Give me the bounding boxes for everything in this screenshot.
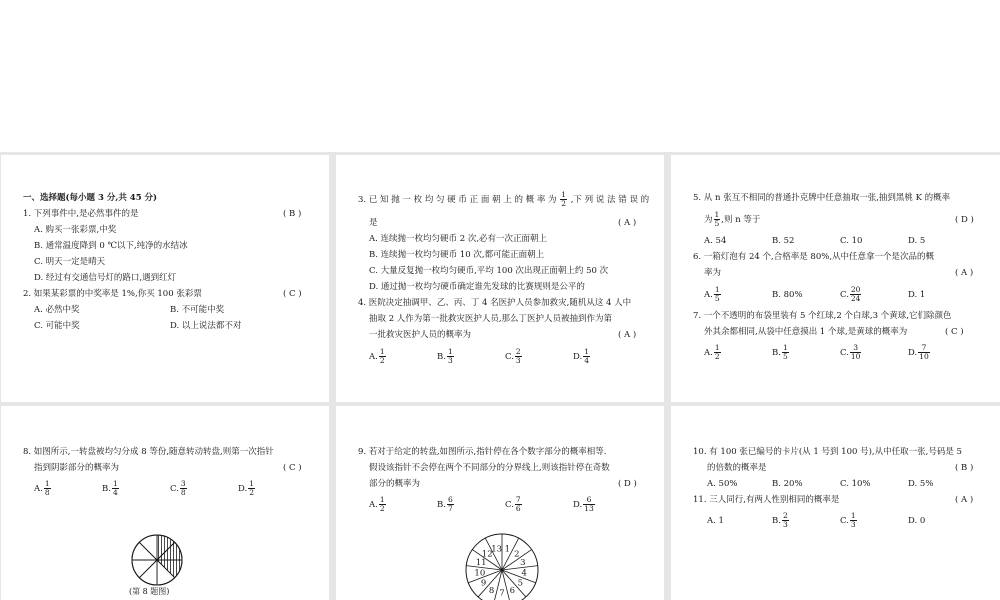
option-fraction <box>248 480 255 497</box>
fraction-numerator: 1 <box>561 190 567 199</box>
option-fraction <box>850 344 862 361</box>
option-fraction <box>782 512 789 529</box>
fraction-numerator: 1 <box>714 343 720 352</box>
q3-stem-part-b: ,下 列 说 法 错 误 的 <box>570 194 650 205</box>
fraction-numerator: 20 <box>850 285 861 294</box>
q8-option-c <box>170 480 188 497</box>
option-fraction <box>850 286 862 303</box>
q11-option-b <box>772 512 790 529</box>
option-label: B. <box>437 351 446 362</box>
q9-sector-number: 7 <box>499 588 505 599</box>
option-fraction <box>782 344 789 361</box>
q3-stem-part-a: 3. 已 知 抛 一 枚 均 匀 硬 币 正 面 朝 上 的 概 率 为 <box>358 194 557 205</box>
q5-line-2-part-b: ,则 n 等于 <box>721 214 761 225</box>
option-label: C. <box>840 347 849 358</box>
option-fraction <box>918 344 930 361</box>
option-label: A. <box>369 351 378 362</box>
fraction-numerator: 1 <box>112 479 118 488</box>
q4-line-1: 4. 医院决定抽调甲、乙、丙、丁 4 名医护人员参加救灾,随机从这 4 人中 <box>358 298 632 308</box>
option-label: C. <box>840 289 849 300</box>
q2-option-a: A. 必然中奖 <box>34 305 80 315</box>
fraction-denominator: 5 <box>782 351 788 361</box>
q2-option-d: D. 以上说法都不对 <box>170 321 242 331</box>
fraction-numerator: 1 <box>850 511 856 520</box>
q11-line-1: 11. 三人同行,有两人性别相同的概率是 <box>693 495 840 505</box>
fraction-denominator: 2 <box>249 487 254 497</box>
option-fraction <box>447 348 454 365</box>
fraction-denominator: 4 <box>584 355 589 365</box>
q3-stem-continuation: 是 <box>369 218 378 228</box>
q10-option-b: B. 20% <box>772 479 803 489</box>
fraction-numerator: 7 <box>918 344 930 353</box>
q9-line-1: 9. 若对于给定的转盘,如图所示,指针停在各个数字部分的概率相等. <box>358 447 607 457</box>
fraction-numerator: 2 <box>515 347 521 356</box>
q10-option-a: A. 50% <box>707 479 738 489</box>
q9-sector-number: 5 <box>517 578 524 589</box>
fraction-denominator: 6 <box>515 503 521 513</box>
fraction-denominator: 10 <box>850 351 861 361</box>
q4-option-d <box>573 348 591 365</box>
panel-questions-10-11 <box>671 406 1000 600</box>
fraction-denominator: 7 <box>447 503 453 513</box>
section-header: 一、选择题(每小题 3 分,共 45 分) <box>23 193 158 203</box>
fraction-numerator: 1 <box>44 479 50 488</box>
option-label: B. <box>772 515 781 526</box>
q6-option-c <box>840 286 862 303</box>
q6-line-1: 6. 一箱灯泡有 24 个,合格率是 80%,从中任意拿一个是次品的概 <box>693 252 935 262</box>
q9-sector-number: 1 <box>504 544 511 555</box>
q1-option-b: B. 通常温度降到 0 ℃以下,纯净的水结冰 <box>34 241 188 251</box>
fraction-denominator: 13 <box>584 503 594 513</box>
q9-option-d <box>573 496 596 513</box>
q8-line-1: 8. 如图所示,一转盘被均匀分成 8 等份,随意转动转盘,则第一次指针 <box>23 447 274 457</box>
q1-option-d: D. 经过有交通信号灯的路口,遇到红灯 <box>34 273 177 283</box>
q4-option-a <box>369 348 387 365</box>
q10-option-d: D. 5% <box>908 479 934 489</box>
q9-answer: ( D ) <box>618 479 637 489</box>
q5-line-1: 5. 从 n 张互不相同的普通扑克牌中任意抽取一张,抽到黑桃 K 的概率 <box>693 193 951 203</box>
fraction-numerator: 1 <box>379 347 385 356</box>
q2-answer: ( C ) <box>283 289 302 299</box>
q5-line-2-part-a: 为 <box>704 214 713 225</box>
q11-answer: ( A ) <box>955 495 974 505</box>
q3-stem-fraction <box>560 191 567 208</box>
fraction-numerator: 6 <box>583 496 595 505</box>
fraction-numerator: 1 <box>584 347 589 356</box>
q5-option-c: C. 10 <box>840 236 863 246</box>
fraction-denominator: 8 <box>180 487 186 497</box>
q9-sector-number: 6 <box>509 585 516 596</box>
q9-sector-number: 13 <box>491 544 503 555</box>
fraction-denominator: 2 <box>379 355 385 365</box>
option-label: A. <box>704 289 713 300</box>
q8-option-a <box>34 480 52 497</box>
q7-option-d <box>908 344 931 361</box>
q1-stem: 1. 下列事件中,是必然事件的是 <box>23 209 139 219</box>
fraction-denominator: 3 <box>515 355 521 365</box>
q10-line-2: 的倍数的概率是 <box>707 463 767 473</box>
fraction-numerator: 7 <box>515 495 521 504</box>
q6-option-a <box>704 286 722 303</box>
q9-option-a <box>369 496 387 513</box>
q4-line-2: 抽取 2 人作为第一批救灾医护人员,那么丁医护人员被抽到作为第 <box>369 314 613 324</box>
q2-stem: 2. 如果某彩票的中奖率是 1%,你买 100 张彩票 <box>23 289 202 299</box>
q5-fraction <box>714 211 721 228</box>
option-label: B. <box>772 347 781 358</box>
q8-spinner-figure <box>124 530 190 586</box>
option-fraction <box>180 480 187 497</box>
panel-questions-5-7 <box>671 155 1000 402</box>
option-fraction <box>44 480 51 497</box>
option-label: C. <box>505 351 514 362</box>
q4-option-c <box>505 348 523 365</box>
panel-questions-1-2 <box>1 155 329 402</box>
fraction-numerator: 1 <box>249 479 254 488</box>
q6-line-2: 率为 <box>704 268 722 278</box>
option-label: A. <box>704 347 713 358</box>
q9-sector-number: 10 <box>474 568 486 579</box>
fraction-denominator: 2 <box>561 198 567 208</box>
q4-answer: ( A ) <box>618 330 637 340</box>
q1-answer: ( B ) <box>283 209 302 219</box>
q5-option-b: B. 52 <box>772 236 795 246</box>
fraction-numerator: 2 <box>782 511 788 520</box>
q5-option-a: A. 54 <box>704 236 727 246</box>
fraction-denominator: 2 <box>379 503 385 513</box>
option-label: D. <box>573 499 583 510</box>
fraction-denominator: 5 <box>714 293 720 303</box>
q11-option-d: D. 0 <box>908 516 926 526</box>
q8-line-2: 指到阴影部分的概率为 <box>34 463 120 473</box>
q8-option-b <box>102 480 120 497</box>
fraction-denominator: 24 <box>850 293 861 303</box>
fraction-denominator: 2 <box>714 351 720 361</box>
q1-option-a: A. 购买一张彩票,中奖 <box>34 225 117 235</box>
q9-option-c <box>505 496 523 513</box>
q7-line-1: 7. 一个不透明的布袋里装有 5 个红球,2 个白球,3 个黄球,它们除颜色 <box>693 311 952 321</box>
q4-option-b <box>437 348 455 365</box>
option-fraction <box>112 480 119 497</box>
option-fraction <box>714 344 721 361</box>
q3-option-b: B. 连续抛一枚均匀硬币 10 次,都可能正面朝上 <box>369 250 545 260</box>
option-label: B. <box>437 499 446 510</box>
q3-stem <box>358 191 649 208</box>
fraction-denominator: 4 <box>112 487 118 497</box>
panel-questions-3-4 <box>336 155 664 402</box>
q5-line-2 <box>704 211 760 228</box>
q9-line-3: 部分的概率为 <box>369 479 421 489</box>
q7-line-2: 外其余都相同,从袋中任意摸出 1 个球,是黄球的概率为 <box>704 327 908 337</box>
fraction-denominator: 3 <box>850 519 856 529</box>
q1-option-c: C. 明天一定是晴天 <box>34 257 106 267</box>
fraction-denominator: 8 <box>44 487 50 497</box>
q8-figure-caption: (第 8 题图) <box>129 587 170 596</box>
q9-spinner-figure <box>460 530 544 600</box>
option-fraction <box>583 348 590 365</box>
fraction-numerator: 3 <box>180 479 186 488</box>
q2-option-c: C. 可能中奖 <box>34 321 80 331</box>
q8-option-d <box>238 480 256 497</box>
option-label: C. <box>840 515 849 526</box>
q11-option-a: A. 1 <box>707 516 724 526</box>
q8-spinner-wheel <box>132 535 182 585</box>
option-fraction <box>583 496 595 513</box>
q5-option-d: D. 5 <box>908 236 926 246</box>
option-label: C. <box>170 483 179 494</box>
option-label: A. <box>34 483 43 494</box>
fraction-numerator: 1 <box>714 210 720 219</box>
panel-question-8 <box>1 406 329 600</box>
fraction-numerator: 6 <box>447 495 453 504</box>
q4-line-3: 一批救灾医护人员的概率为 <box>369 330 472 340</box>
q7-option-b <box>772 344 790 361</box>
q2-option-b: B. 不可能中奖 <box>170 305 225 315</box>
q10-answer: ( B ) <box>955 463 974 473</box>
q5-answer: ( D ) <box>955 215 974 225</box>
q9-spinner-wheel <box>466 534 538 600</box>
option-fraction <box>379 496 386 513</box>
option-fraction <box>515 348 522 365</box>
q9-sector-number: 2 <box>514 549 520 560</box>
q10-option-c: C. 10% <box>840 479 871 489</box>
option-fraction <box>447 496 454 513</box>
q8-answer: ( C ) <box>283 463 302 473</box>
fraction-denominator: 3 <box>447 355 453 365</box>
fraction-denominator: 3 <box>782 519 788 529</box>
q9-sector-number: 11 <box>475 558 487 569</box>
option-label: C. <box>505 499 514 510</box>
q6-option-d: D. 1 <box>908 290 926 300</box>
q3-option-c: C. 大量反复抛一枚均匀硬币,平均 100 次出现正面朝上约 50 次 <box>369 266 609 276</box>
q9-option-b <box>437 496 455 513</box>
option-label: A. <box>369 499 378 510</box>
q9-sector-number: 4 <box>521 568 527 579</box>
option-fraction <box>379 348 386 365</box>
q6-option-b: B. 80% <box>772 290 803 300</box>
q3-option-d: D. 通过抛一枚均匀硬币确定谁先发球的比赛规则是公平的 <box>369 282 585 292</box>
fraction-denominator: 10 <box>919 351 929 361</box>
q3-option-a: A. 连续抛一枚均匀硬币 2 次,必有一次正面朝上 <box>369 234 548 244</box>
q7-option-c <box>840 344 862 361</box>
q9-sector-number: 12 <box>481 549 493 560</box>
panel-question-9 <box>336 406 664 600</box>
q7-answer: ( C ) <box>945 327 964 337</box>
q9-sector-number: 8 <box>488 585 495 596</box>
q6-answer: ( A ) <box>955 268 974 278</box>
option-fraction <box>714 286 721 303</box>
q9-sector-number: 9 <box>480 578 487 589</box>
fraction-denominator: 5 <box>714 218 720 228</box>
fraction-numerator: 1 <box>379 495 385 504</box>
option-label: D. <box>238 483 248 494</box>
q9-line-2: 假设该指针不会停在两个不同部分的分界线上,则该指针停在奇数 <box>369 463 610 473</box>
option-fraction <box>515 496 522 513</box>
q7-option-a <box>704 344 722 361</box>
q9-sector-number: 3 <box>520 558 526 569</box>
q3-answer: ( A ) <box>618 218 637 228</box>
fraction-numerator: 1 <box>447 347 453 356</box>
q10-line-1: 10. 有 100 张已编号的卡片(从 1 号到 100 号),从中任取一张,号码是 5 <box>693 447 962 457</box>
option-label: B. <box>102 483 111 494</box>
fraction-numerator: 3 <box>850 344 862 353</box>
fraction-numerator: 1 <box>714 285 720 294</box>
option-fraction <box>850 512 857 529</box>
option-label: D. <box>573 351 583 362</box>
q11-option-c <box>840 512 858 529</box>
fraction-numerator: 1 <box>782 343 788 352</box>
option-label: D. <box>908 347 918 358</box>
